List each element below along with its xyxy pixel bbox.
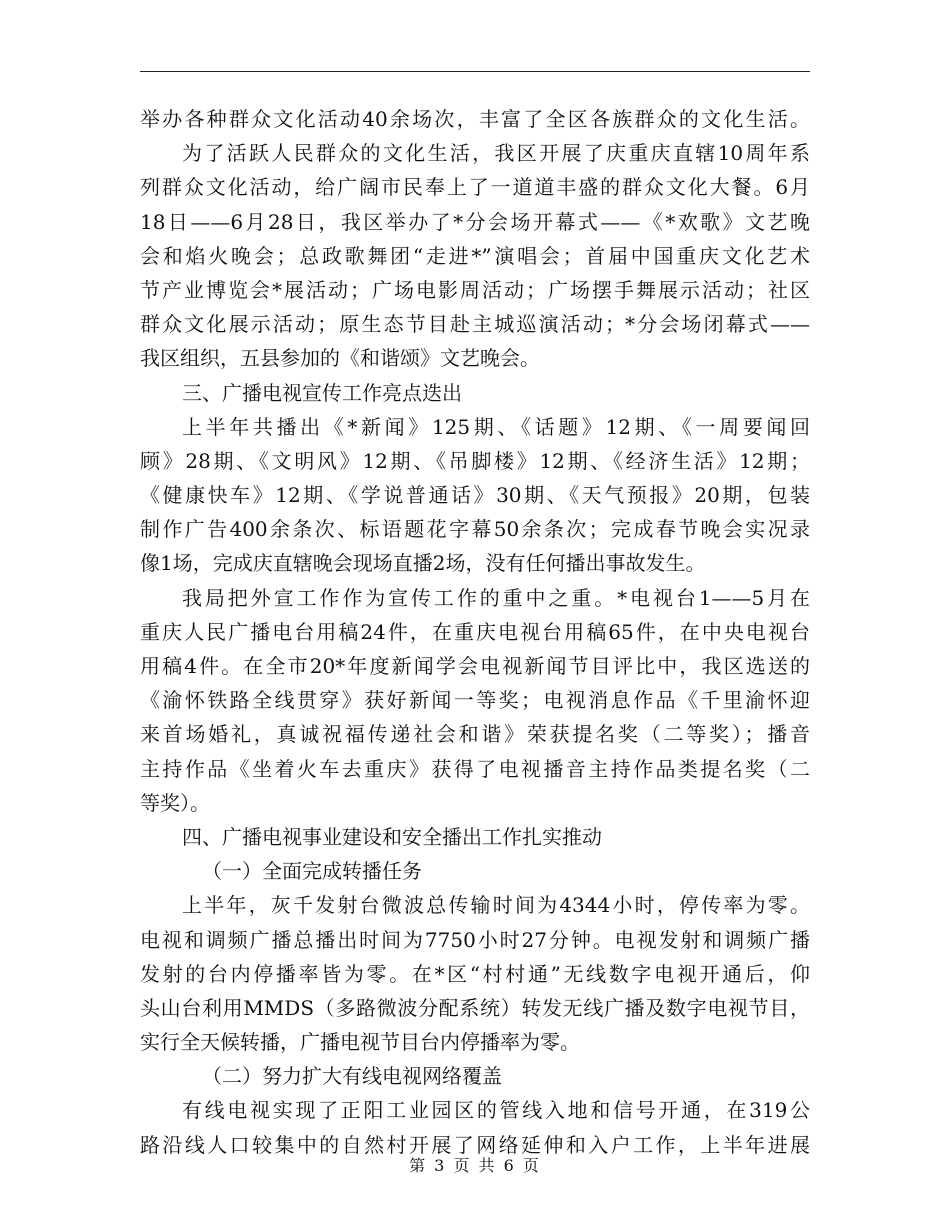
text-line: 路沿线人口较集中的自然村开展了网络延伸和入户工作，上半年进展 [140, 1132, 810, 1157]
text-line: 头山台利用MMDS（多路微波分配系统）转发无线广播及数字电视节目， [140, 995, 810, 1020]
text-line: 我局把外宣工作作为宣传工作的重中之重。*电视台1——5月在 [182, 585, 810, 610]
text-line: 为了活跃人民群众的文化生活，我区开展了庆重庆直辖10周年系 [182, 141, 810, 166]
text-line: 群众文化展示活动；原生态节目赴主城巡演活动；*分会场闭幕式—— [140, 312, 810, 337]
text-line: 《健康快车》12期、《学说普通话》30期、《天气预报》20期，包装 [140, 483, 810, 508]
header-rule [140, 71, 810, 72]
text-line: 上半年共播出《*新闻》125期、《话题》12期、《一周要闻回 [182, 414, 810, 439]
text-line: 来首场婚礼，真诚祝福传递社会和谐》荣获提名奖（二等奖）；播音 [140, 722, 810, 747]
text-line: 等奖）。 [140, 790, 210, 815]
section-heading: 四、广播电视事业建设和安全播出工作扎实推动 [182, 824, 602, 849]
text-line: 发射的台内停播率皆为零。在*区“村村通”无线数字电视开通后，仰 [140, 961, 810, 986]
section-heading: 三、广播电视宣传工作亮点迭出 [182, 380, 462, 405]
subsection-heading: （一）全面完成转播任务 [202, 859, 422, 884]
text-line: 主持作品《坐着火车去重庆》获得了电视播音主持作品类提名奖（二 [140, 756, 810, 781]
text-line: 18日——6月28日，我区举办了*分会场开幕式——《*欢歌》文艺晚 [140, 209, 810, 234]
text-line: 重庆人民广播电台用稿24件，在重庆电视台用稿65件，在中央电视台 [140, 619, 810, 644]
text-line: 举办各种群众文化活动40余场次，丰富了全区各族群众的文化生活。 [140, 107, 810, 131]
page-number: 第 3 页 共 6 页 [409, 1156, 541, 1175]
text-line: 制作广告400余条次、标语题花字幕50余条次；完成春节晚会实况录 [140, 517, 810, 542]
text-line: 节产业博览会*展活动；广场电影周活动；广场摆手舞展示活动；社区 [140, 277, 810, 302]
text-line: 像1场，完成庆直辖晚会现场直播2场，没有任何播出事故发生。 [140, 551, 706, 576]
text-line: 顾》28期、《文明风》12期、《吊脚楼》12期、《经济生活》12期； [140, 448, 810, 473]
subsection-heading: （二）努力扩大有线电视网络覆盖 [202, 1064, 502, 1089]
text-line: 上半年，灰千发射台微波总传输时间为4344小时，停传率为零。 [182, 893, 810, 918]
text-line: 实行全天候转播，广播电视节目台内停播率为零。 [140, 1030, 580, 1055]
text-line: 电视和调频广播总播出时间为7750小时27分钟。电视发射和调频广播 [140, 927, 810, 952]
document-body [140, 102, 810, 1162]
text-line: 我区组织，五县参加的《和谐颂》文艺晚会。 [140, 346, 540, 371]
text-line: 用稿4件。在全市20*年度新闻学会电视新闻节目评比中，我区选送的 [140, 654, 810, 678]
text-line: 会和焰火晚会；总政歌舞团“走进*”演唱会；首届中国重庆文化艺术 [140, 243, 810, 268]
text-line: 《渝怀铁路全线贯穿》获好新闻一等奖；电视消息作品《千里渝怀迎 [140, 688, 810, 713]
text-line: 有线电视实现了正阳工业园区的管线入地和信号开通，在319公 [182, 1098, 810, 1123]
text-line: 列群众文化活动，给广阔市民奉上了一道道丰盛的群众文化大餐。6月 [140, 175, 810, 200]
